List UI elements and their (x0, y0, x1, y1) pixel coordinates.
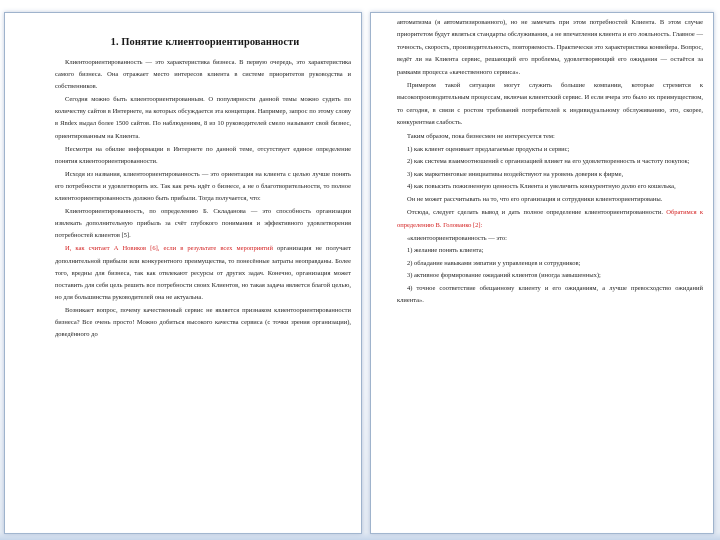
conclusion-paragraph (397, 207, 703, 232)
bottom-shadow (0, 532, 720, 540)
list-item: 1) желание понять клиента; (407, 247, 484, 255)
list-item: 3) как маркетинговые инициативы воздействуют на уровень доверия к фирме, (407, 170, 624, 178)
paragraph: Клиентоориентированность, по определению Б. Складанова — это способность организации извлекать дополнительную прибыль за счёт глубокого понимания и эффективного удовлетворения потребностей клиентов [5]. (55, 208, 351, 240)
right-document-page (370, 12, 714, 534)
paragraph: Он не может рассчитывать на то, что его организация и сотрудники клиентоориентированы. (407, 195, 663, 203)
red-citation-text: И, как считает А Новиков [6], если в результате всех мероприятий (65, 245, 273, 253)
paragraph: Сегодня можно быть клиентоориентированным. О популярности данной темы можно судить по количеству сайтов в Интернете, на которых обсуждается эта концепция. Например, запрос по этому слову в Яndex выдал более 1500 сайтов. По наблюдениям, 8 из 10 руководителей смело называют свой бизнес, ориентированным на Клиента. (55, 96, 351, 140)
list-item: 4) как повысить пожизненную ценность Клиента и увеличить конкурентную долю его кошелька, (407, 183, 676, 191)
paragraph: Примером такой ситуации могут служить большие компании, которые стремятся к высокопроизводительным процессам, включая клиентский сервис. И если вчера это было их преимуществом, то сегодня, в связи с ростом требований потребителей к индивидуальному обслуживанию, это, скорее, конкурентная слабость. (397, 82, 703, 127)
list-item: 4) точное соответствие обещанному клиенту и его ожиданиям, а лучше превосходство ожиданий клиента». (397, 284, 703, 304)
list-item: 3) активное формирование ожиданий клиентов (иногда завышенных); (407, 272, 601, 280)
list-item: 1) как клиент оценивает предлагаемые продукты и сервис; (407, 146, 570, 154)
paragraph: Таким образом, пока бизнесмен не интересуется тем: (407, 132, 555, 140)
paragraph: автоматизма (я автоматизированного), но не замечать при этом потребностей Клиента. В этом случае приоритетом будут являться стандарты обслуживания, а не впечатления клиента и его лояльность. Главное — точность, скорость, производительность, повторяемость. Практически это характеристика конвейера. Вопрос, ведёт ли на Клиента сервис, решающий его проблемы, удовлетворяющий его ожидания — остаётся за рамками процесса «качественного сервиса». (397, 19, 703, 76)
list-item: 2) как система взаимоотношений с организацией влияет на его удовлетворенность и частоту покупок; (407, 158, 690, 166)
section-title: 1. Понятие клиентоориентированности (110, 37, 300, 48)
paragraph-with-citation (55, 243, 351, 303)
paragraph: Клиентоориентированность — это характеристика бизнеса. В первую очередь, это характеристика самого бизнеса. Она отражает место интересов клиента в системе приоритетов руководства и собственников. (55, 59, 351, 91)
citation-continuation: организация не получает дополнительной прибыли или конкурентного преимущества, то понесённые затраты неоправданы. Более того, вредны для бизнеса, так как отвлекают ресурсы от других задач. Конечно, организация может поставить для себя цель решить все потребности своих Клиентов, но такая задача является благой целью, но для большинства руководителей она не актуальна. (55, 245, 351, 301)
left-document-page (4, 12, 362, 534)
paragraph: Несмотря на обилие информации в Интернете по данной теме, отсутствует единое определение понятия клиентоориентированности. (55, 145, 351, 165)
paragraph: Возникает вопрос, почему качественный сервис не является признаком клиентоориентированности бизнеса? Все очень просто! Можно добиться высокого качества сервиса (с точки зрения организации), доведённого до (55, 306, 351, 339)
definition-intro: «клиентоориентированность — это: (407, 234, 507, 242)
conclusion-text: Отсюда, следует сделать вывод и дать полное определение клиентоориентированности. (407, 209, 667, 217)
red-citation-text: Обратимся к определению В. Голованко [2]: (397, 209, 703, 229)
list-item: 2) обладание навыками эмпатии у управленцев и сотрудников; (407, 259, 581, 267)
paragraph: Исходя из названия, клиентоориентированность — это ориентация на клиента с целью лучше понять его потребности и удовлетворить их. Так как речь идёт о бизнесе, а не о благотворительности, то полное клиентоориентированность должно быть прибыли. Тогда получается, что: (55, 170, 351, 203)
